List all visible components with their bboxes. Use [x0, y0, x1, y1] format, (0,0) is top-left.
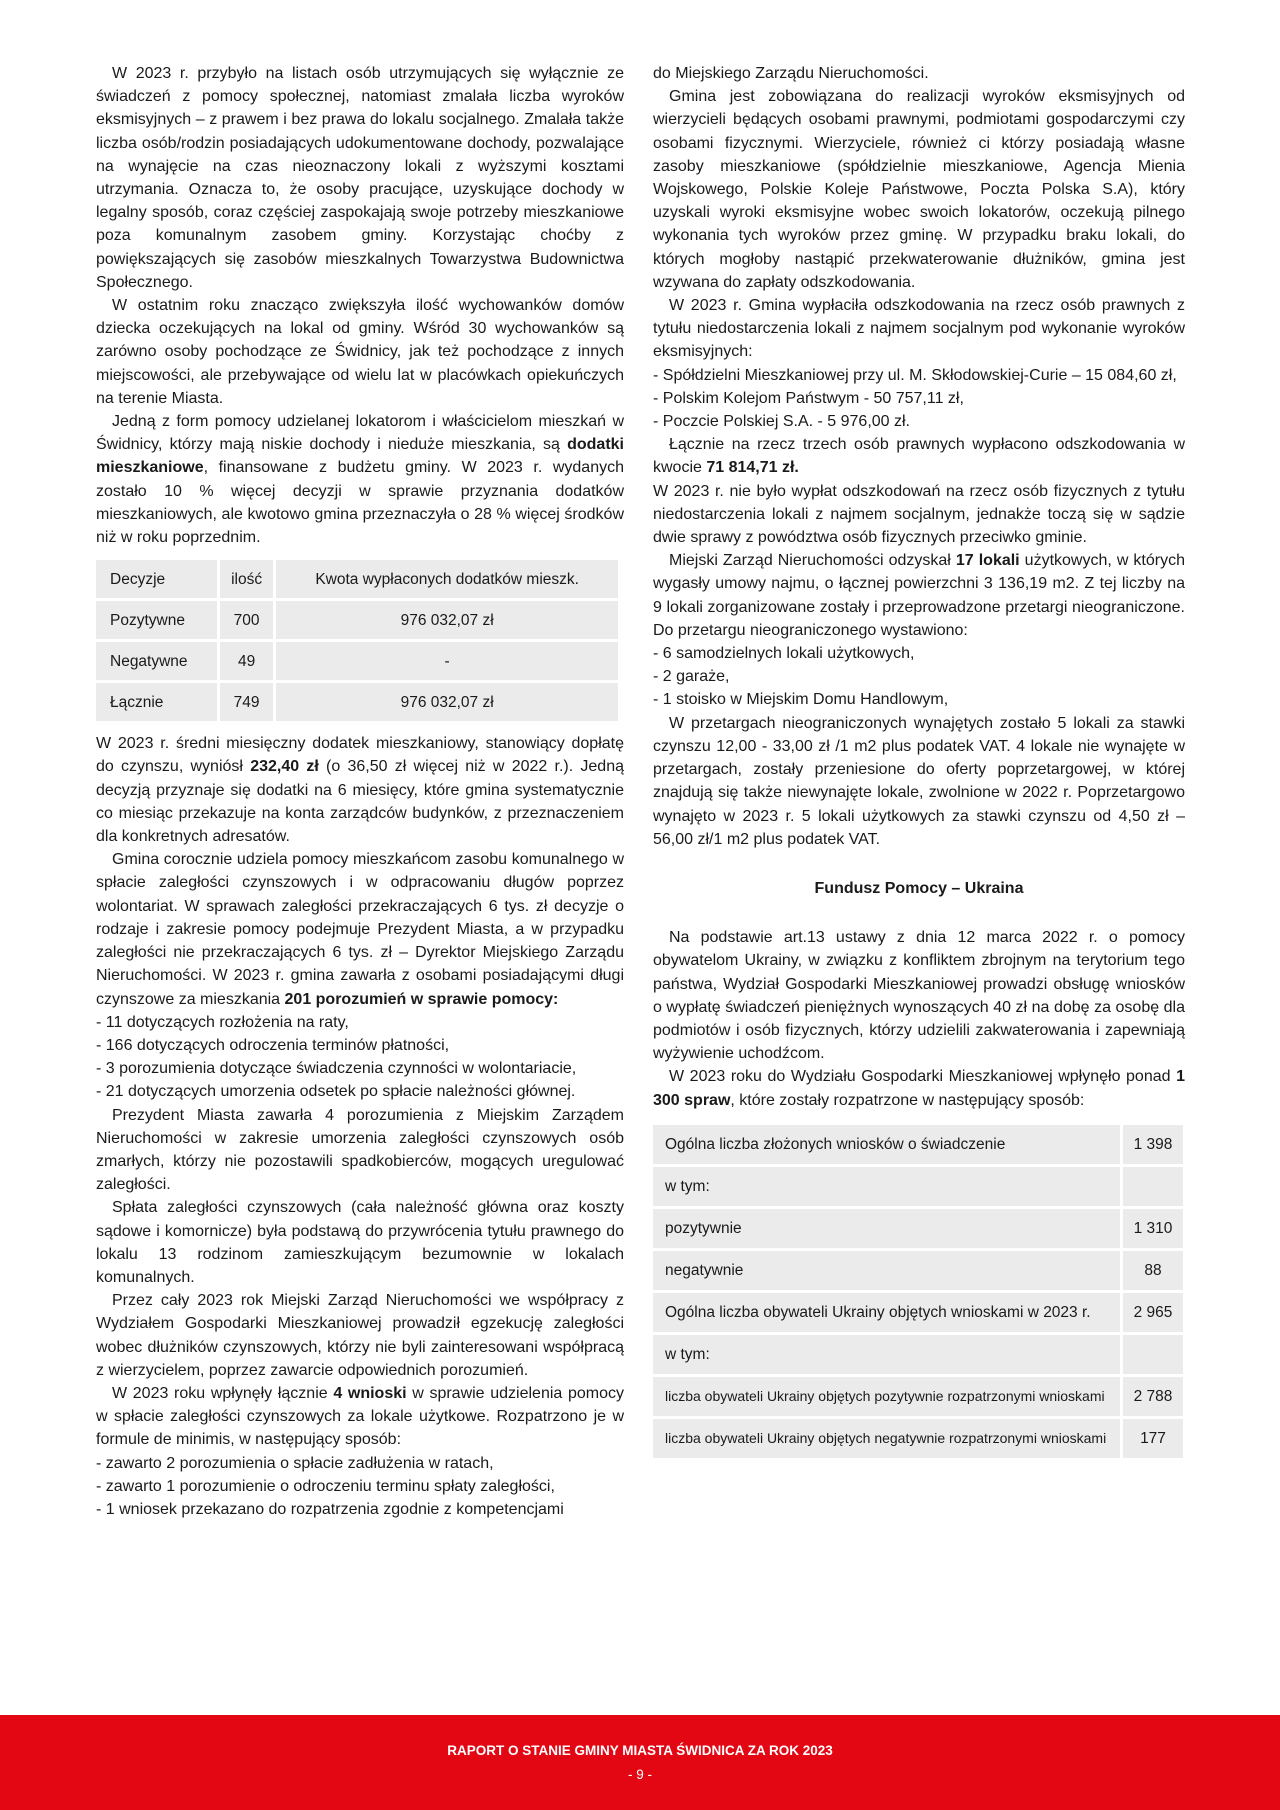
paragraph: Łącznie na rzecz trzech osób prawnych wypłacono odszkodowania w kwocie 71 814,71 zł.	[653, 436, 1185, 477]
paragraph: Prezydent Miasta zawarła 4 porozumienia z Miejskim Zarządem Nieruchomości w zakresie umorzenia zaległości czynszowych osób zmarłych, którzy nie pozostawili spadkobierców, mogących uregulować zaległości.	[96, 1106, 624, 1194]
table-header-cell: Kwota wypłaconych dodatków mieszk.	[276, 560, 618, 598]
housing-allowance-table	[93, 557, 621, 724]
table-cell: 700	[220, 601, 273, 639]
table-cell: -	[276, 642, 618, 680]
list-item: - zawarto 2 porozumienia o spłacie zadłużenia w ratach,	[96, 1454, 494, 1472]
page-footer	[0, 1715, 1280, 1810]
paragraph: Jedną z form pomocy udzielanej lokatorom i właścicielom mieszkań w Świdnicy, którzy mają niskie dochody i nieduże mieszkania, są dodatki mieszkaniowe, finansowane z budżetu gminy. W 2023 r. wydanych zostało 10 % więcej decyzji w sprawie przyznania dodatków mieszkaniowych, ale kwotowo gmina przeznaczyła o 28 % więcej środków niż w roku poprzednim.	[96, 413, 624, 547]
table-cell: 49	[220, 642, 273, 680]
table-cell	[1123, 1335, 1183, 1374]
table-row	[96, 683, 618, 721]
table-cell: w tym:	[653, 1335, 1120, 1374]
table-cell: 1 310	[1123, 1209, 1183, 1248]
paragraph: do Miejskiego Zarządu Nieruchomości.	[653, 65, 929, 82]
paragraph: W 2023 r. nie było wypłat odszkodowań na rzecz osób fizycznych z tytułu niedostarczenia lokali z najmem socjalnym, jednakże toczą się w sądzie dwie sprawy z powództwa osób fizycznych przeciwko gminie.	[653, 482, 1185, 547]
paragraph: W przetargach nieograniczonych wynajętych zostało 5 lokali za stawki czynszu 12,00 - 33,00 zł /1 m2 plus podatek VAT. 4 lokale nie wynajęte w przetargach, zostały przeniesione do oferty poprzetargowej, w której znajdują się także niewynajęte lokale, zwolnione w 2022 r. Poprzetargowo wynajęto w 2023 r. 5 lokali użytkowych za stawki czynszu od 4,50 zł – 56,00 zł/1 m2 plus podatek VAT.	[653, 714, 1185, 848]
table-cell: negatywnie	[653, 1251, 1120, 1290]
table-row	[653, 1419, 1183, 1458]
table-row	[653, 1167, 1183, 1206]
list-item: - Spółdzielni Mieszkaniowej przy ul. M. Skłodowskiej-Curie – 15 084,60 zł,	[653, 366, 1177, 384]
table-row	[96, 642, 618, 680]
list-item: - 11 dotyczących rozłożenia na raty,	[96, 1013, 349, 1031]
paragraph: Spłata zaległości czynszowych (cała należność główna oraz koszty sądowe i komornicze) była podstawą do przywrócenia tytułu prawnego do lokalu 13 rodzinom zamieszkującym bezumownie w lokalach komunalnych.	[96, 1199, 624, 1286]
list-item: - 3 porozumienia dotyczące świadczenia czynności w wolontariacie,	[96, 1060, 577, 1078]
table-cell: 749	[220, 683, 273, 721]
table-row	[653, 1209, 1183, 1248]
table-cell: 976 032,07 zł	[276, 601, 618, 639]
spacer	[653, 900, 1185, 926]
table-row	[653, 1377, 1183, 1416]
list-item: - 6 samodzielnych lokali użytkowych,	[653, 645, 915, 663]
section-heading: Fundusz Pomocy – Ukraina	[814, 879, 1024, 897]
table-row	[653, 1251, 1183, 1290]
table-header-cell: ilość	[220, 560, 273, 598]
list-item: - 1 stoisko w Miejskim Domu Handlowym,	[653, 691, 949, 709]
table-cell: 1 398	[1123, 1125, 1183, 1164]
table-cell: 177	[1123, 1419, 1183, 1458]
table-cell: 976 032,07 zł	[276, 683, 618, 721]
table-row	[96, 601, 618, 639]
page-number: - 9 -	[627, 1767, 652, 1782]
table-cell: Łącznie	[96, 683, 217, 721]
footer-title: RAPORT O STANIE GMINY MIASTA ŚWIDNICA ZA ROK 2023	[447, 1743, 833, 1758]
table-cell	[1123, 1167, 1183, 1206]
list-item: - 166 dotyczących odroczenia terminów płatności,	[96, 1036, 450, 1054]
list-item: - 21 dotyczących umorzenia odsetek po spłacie należności głównej.	[96, 1083, 576, 1101]
table-cell: 2 965	[1123, 1293, 1183, 1332]
paragraph: W ostatnim roku znacząco zwiększyła ilość wychowanków domów dziecka oczekujących na lokal od gminy. Wśród 30 wychowanków są zarówno osoby pochodzące ze Świdnicy, jak też pochodzące z innych miejscowości, ale przebywające od wielu lat w placówkach opiekuńczych na terenie Miasta.	[96, 297, 624, 407]
table-cell: w tym:	[653, 1167, 1120, 1206]
paragraph: Miejski Zarząd Nieruchomości odzyskał 17 lokali użytkowych, w których wygasły umowy najmu, o łącznej powierzchni 3 136,19 m2. Z tej liczby na 9 lokali zorganizowane zostały i przeprowadzone przetargi nieograniczone. Do przetargu nieograniczonego wystawiono:	[653, 552, 1186, 639]
list-item: - Poczcie Polskiej S.A. - 5 976,00 zł.	[653, 413, 910, 431]
table-header-row	[96, 560, 618, 598]
paragraph: W 2023 r. przybyło na listach osób utrzymujących się wyłącznie ze świadczeń z pomocy społecznej, natomiast zmalała liczba wyroków eksmisyjnych – z prawem i bez prawa do lokalu socjalnego. Zmalała także liczba osób/rodzin posiadających udokumentowane dochody, pozwalające na wynajęcie na czas nieoznaczony lokali z wyższymi kosztami utrzymania. Oznacza to, że osoby pracujące, uzyskujące dochody w legalny sposób, coraz częściej zaspokajają swoje potrzeby mieszkaniowe poza komunalnym zasobem gminy. Korzystając choćby z powiększających się zasobów mieszkalnych Towarzystwa Budownictwa Społecznego.	[96, 65, 624, 291]
table-cell: Negatywne	[96, 642, 217, 680]
table-cell: 88	[1123, 1251, 1183, 1290]
table-cell: pozytywnie	[653, 1209, 1120, 1248]
left-column	[96, 62, 624, 1521]
list-item: - 1 wniosek przekazano do rozpatrzenia zgodnie z kompetencjami	[96, 1500, 564, 1518]
table-header-cell: Decyzje	[96, 560, 217, 598]
table-row	[653, 1293, 1183, 1332]
ukraine-fund-table	[650, 1122, 1186, 1461]
paragraph: W 2023 roku wpłynęły łącznie 4 wnioski w sprawie udzielenia pomocy w spłacie zaległości czynszowych za lokale użytkowe. Rozpatrzono je w formule de minimis, w następujący sposób:	[96, 1384, 624, 1449]
table-cell: Pozytywne	[96, 601, 217, 639]
paragraph: W 2023 r. Gmina wypłaciła odszkodowania na rzecz osób prawnych z tytułu niedostarczenia lokali z najmem socjalnym pod wykonanie wyroków eksmisyjnych:	[653, 297, 1185, 361]
paragraph: Gmina jest zobowiązana do realizacji wyroków eksmisyjnych od wierzycieli będących osobami prawnymi, podmiotami gospodarczymi czy osobami fizycznymi. Wierzyciele, również ci którzy posiadają własne zasoby mieszkaniowe (spółdzielnie mieszkaniowe, Agencja Mienia Wojskowego, Polskie Koleje Państwowe, Poczta Polska S.A), który uzyskali wyroki eksmisyjne wobec swoich lokatorów, oczekują pilnego wykonania tych wyroków przez gminę. W przypadku braku lokali, do których mogłoby nastąpić przekwaterowanie dłużników, gmina jest wzywana do zapłaty odszkodowania.	[653, 88, 1185, 291]
table-cell: liczba obywateli Ukrainy objętych pozytywnie rozpatrzonymi wnioskami	[653, 1377, 1120, 1416]
table-row	[653, 1125, 1183, 1164]
list-item: - Polskim Kolejom Państwym - 50 757,11 zł,	[653, 389, 964, 407]
table-row	[653, 1335, 1183, 1374]
paragraph: Gmina corocznie udziela pomocy mieszkańcom zasobu komunalnego w spłacie zaległości czynszowych i w odpracowaniu długów poprzez wolontariat. W sprawach zaległości przekraczających 6 tys. zł decyzje o rodzaje i zakresie pomocy podejmuje Prezydent Miasta, a w przypadku zaległości nie przekraczających 6 tys. zł – Dyrektor Miejskiego Zarządu Nieruchomości. W 2023 r. gmina zawarła z osobami posiadającymi długi czynszowe za mieszkania 201 porozumień w sprawie pomocy:	[96, 851, 624, 1008]
table-cell: 2 788	[1123, 1377, 1183, 1416]
list-item: - 2 garaże,	[653, 668, 730, 686]
right-column	[653, 62, 1185, 1461]
paragraph: W 2023 roku do Wydziału Gospodarki Mieszkaniowej wpłynęło ponad 1 300 spraw, które zostały rozpatrzone w następujący sposób:	[653, 1068, 1185, 1109]
paragraph: Przez cały 2023 rok Miejski Zarząd Nieruchomości we współpracy z Wydziałem Gospodarki Mieszkaniowej prowadził egzekucję zaległości wobec dłużników czynszowych, którzy nie byli zainteresowani współpracą z wierzycielem, poprzez zawarcie odpowiednich porozumień.	[96, 1292, 624, 1379]
paragraph: W 2023 r. średni miesięczny dodatek mieszkaniowy, stanowiący dopłatę do czynszu, wyniósł 232,40 zł (o 36,50 zł więcej niż w 2022 r.). Jedną decyzją przyznaje się dodatki na 6 miesięcy, które gmina systematycznie co miesiąc przekazuje na konta zarządców budynków, z przeznaczeniem dla konkretnych adresatów.	[96, 735, 625, 846]
table-cell: Ogólna liczba złożonych wniosków o świadczenie	[653, 1125, 1120, 1164]
table-cell: Ogólna liczba obywateli Ukrainy objętych wnioskami w 2023 r.	[653, 1293, 1120, 1332]
spacer	[653, 851, 1185, 877]
list-item: - zawarto 1 porozumienie o odroczeniu terminu spłaty zaległości,	[96, 1477, 555, 1495]
table-cell: liczba obywateli Ukrainy objętych negatywnie rozpatrzonymi wnioskami	[653, 1419, 1120, 1458]
paragraph: Na podstawie art.13 ustawy z dnia 12 marca 2022 r. o pomocy obywatelom Ukrainy, w związku z konfliktem zbrojnym na terytorium tego państwa, Wydział Gospodarki Mieszkaniowej prowadzi obsługę wniosków o wypłatę świadczeń pieniężnych wynoszących 40 zł na dobę za osobę dla podmiotów i osób fizycznych, którzy udzielili zakwaterowania i zapewniają wyżywienie uchodźcom.	[653, 929, 1185, 1063]
